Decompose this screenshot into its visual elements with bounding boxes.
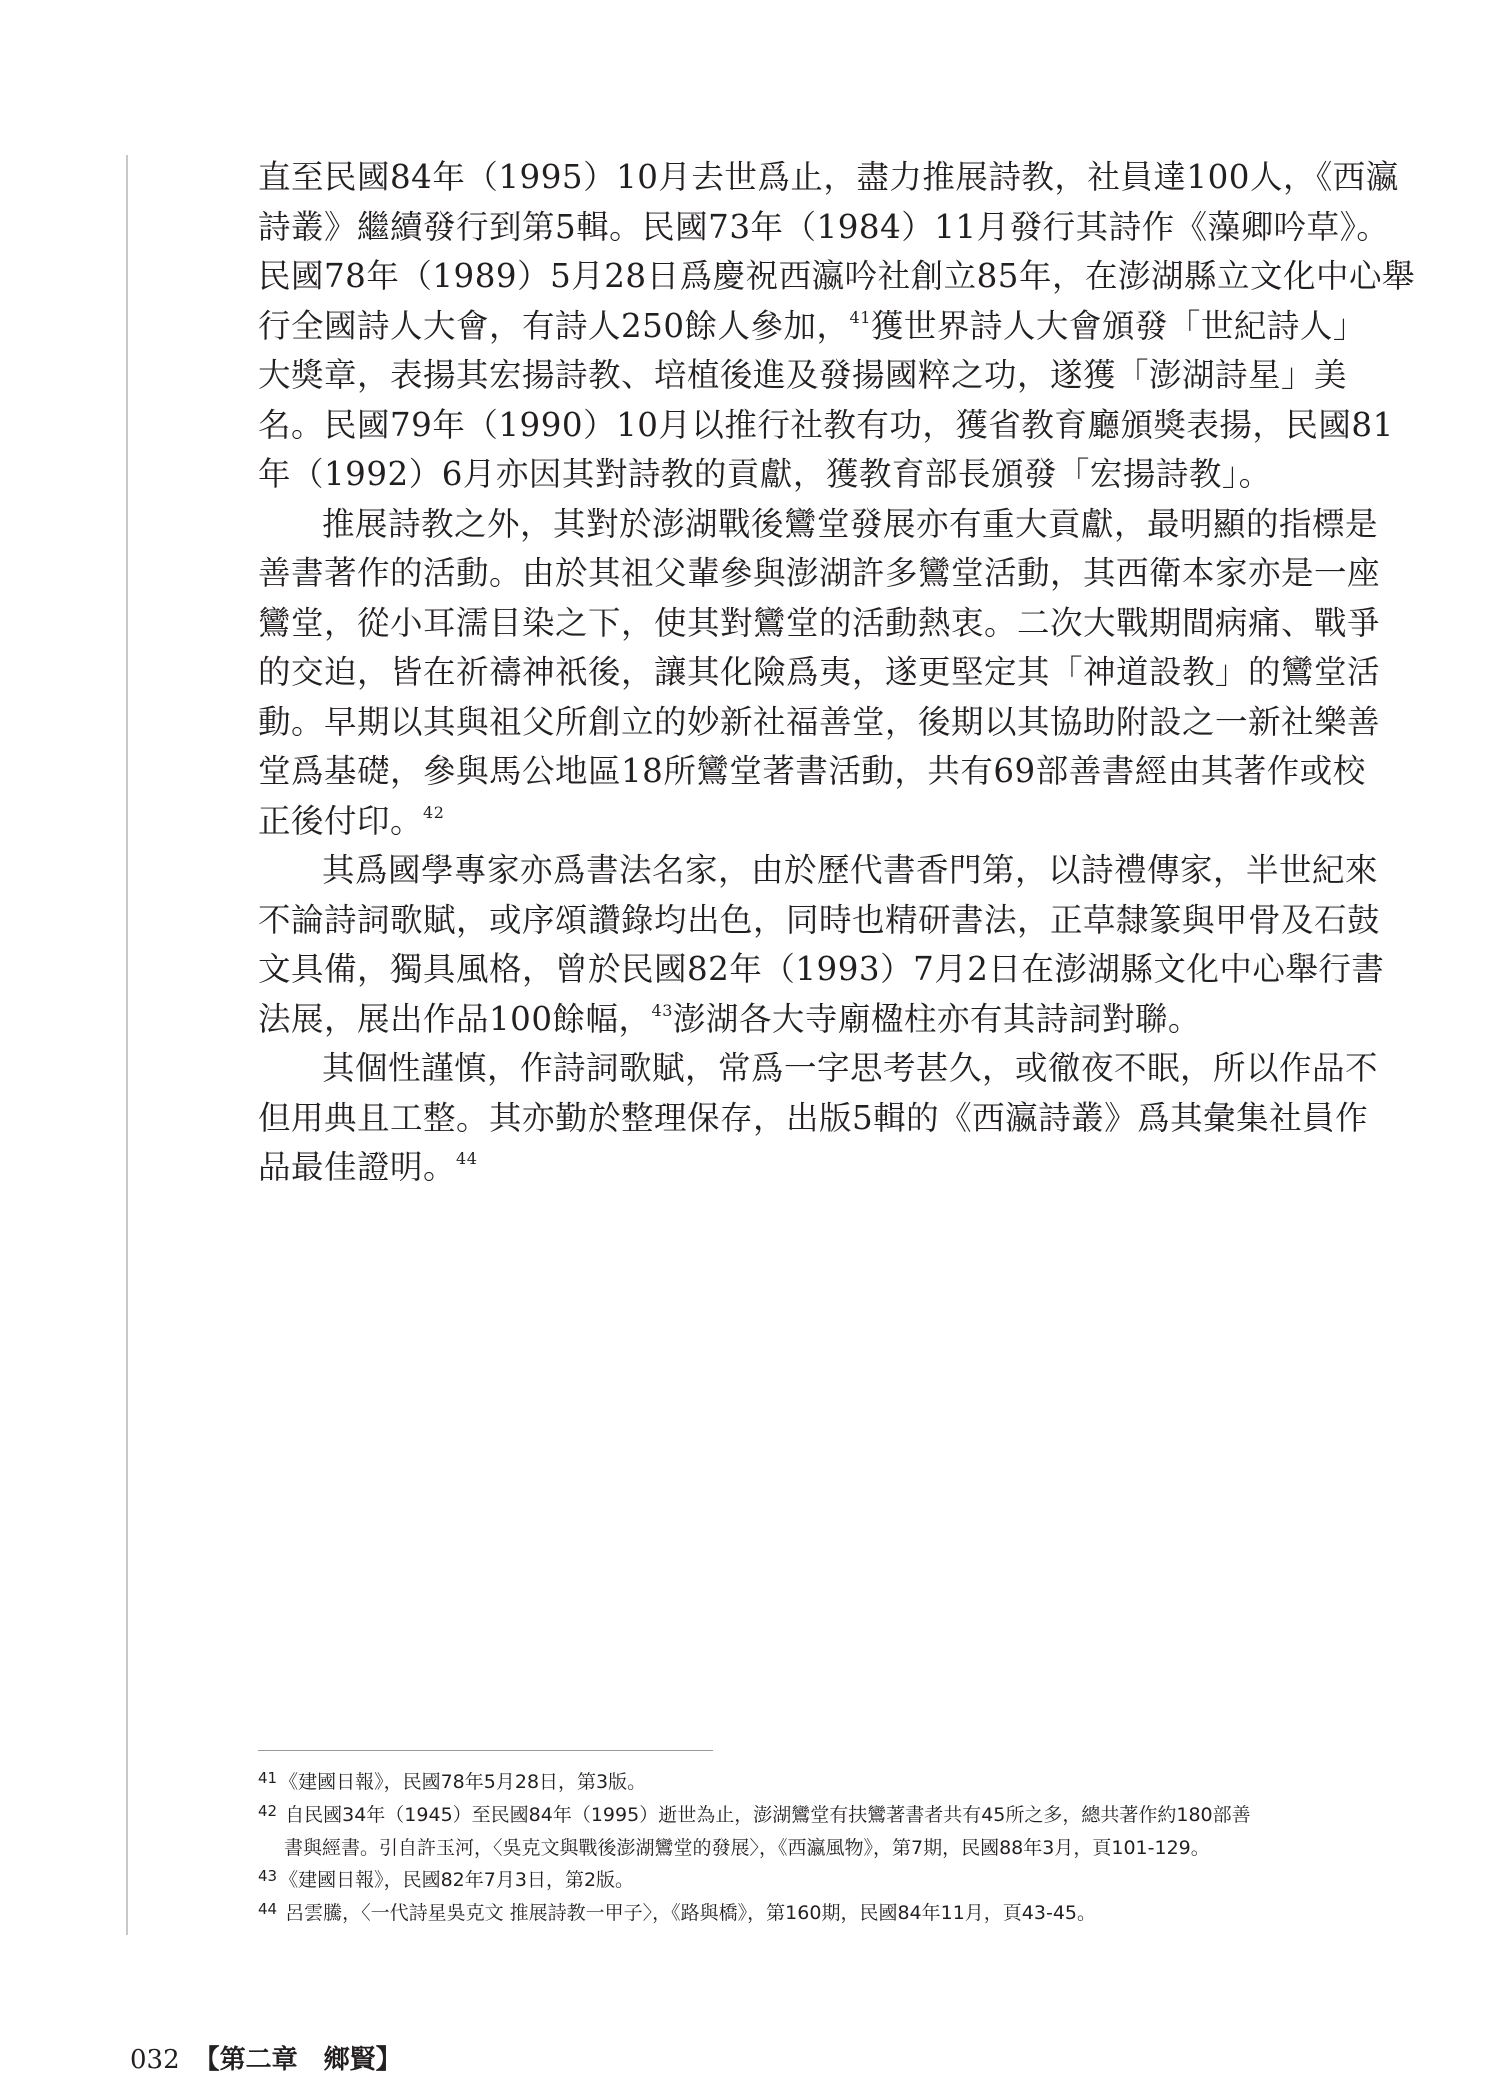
footnote-reference[interactable]: 44 [456,1149,478,1168]
text-line: 民國78年（1989）5月28日爲慶祝西瀛吟社創立85年，在澎湖縣立文化中心舉 [258,257,1415,295]
paragraph-3 [258,846,1385,1044]
footnote-reference[interactable]: 42 [423,802,445,822]
footnotes [258,1766,1368,1930]
footnote-text: 《建國日報》，民國78年5月28日，第3版。 [279,1771,647,1793]
text-line: 堂爲基礎，參與馬公地區18所鸞堂著書活動，共有69部善書經由其著作或校 [258,752,1366,790]
text-line: 正後付印。$^{42}$ [258,801,445,840]
text-line: 動。早期以其與祖父所創立的妙新社福善堂，後期以其協助附設之一新社樂善 [258,702,1381,741]
chapter-label: 【第二章 鄉賢】 [193,2045,402,2075]
footnote-number: 41 [258,1769,278,1787]
text-line: 其個性謹慎，作詩詞歌賦，常爲一字思考甚久，或徹夜不眠，所以作品不 [322,1049,1379,1087]
paragraph-4 [258,1044,1379,1193]
text-line: 但用典且工整。其亦勤於整理保存，出版5輯的《西瀛詩叢》爲其彙集社員作 [258,1098,1369,1137]
footnote-number: 42 [258,1802,278,1820]
text-line: 直至民國84年（1995）10月去世爲止，盡力推展詩教，社員達100人，《西瀛 [258,158,1399,196]
paragraph-2 [258,500,1381,847]
footnote-44 [258,1897,1368,1930]
text-line: 推展詩教之外，其對於澎湖戰後鸞堂發展亦有重大貢獻，最明顯的指標是 [322,504,1379,543]
footnote-43 [258,1864,1368,1897]
footnote-text: 呂雲騰，〈一代詩星吳克文 推展詩教一甲子〉，《路與橋》，第160期，民國84年11月，頁43-45。 [279,1902,1097,1924]
text-line: 大獎章，表揚其宏揚詩教、培植後進及發揚國粹之功，遂獲「澎湖詩星」美 [258,356,1348,394]
footnote-number: 44 [258,1900,278,1918]
text-line: 行全國詩人大會，有詩人250餘人參加，$^{41}$獲世界詩人大會頒發「世紀詩人」 [258,306,1366,345]
text-line: 文具備，獨具風格，曾於民國82年（1993）7月2日在澎湖縣文化中心舉行書 [258,950,1385,988]
footnote-text: 《建國日報》，民國82年7月3日，第2版。 [279,1869,635,1891]
text-line: 品最佳證明。$^{44}$ [258,1148,478,1186]
footnote-reference[interactable]: 41 [849,307,871,327]
page-footer [130,2045,402,2075]
footnote-number: 43 [258,1867,278,1885]
text-line: 的交迫，皆在祈禱神祇後，讓其化險爲夷，遂更堅定其「神道設教」的鸞堂活 [258,653,1381,691]
text-line: 詩叢》繼續發行到第5輯。民國73年（1984）11月發行其詩作《藻卿吟草》。 [258,207,1390,246]
paragraph-1 [258,153,1415,500]
footnote-41 [258,1766,1368,1799]
text-line: 名。民國79年（1990）10月以推行社教有功，獲省教育廳頒獎表揚，民國81 [258,405,1394,444]
text-line: 年（1992）6月亦因其對詩教的貢獻，獲教育部長頒發「宏揚詩教」。 [258,455,1272,493]
text-line: 其爲國學專家亦爲書法名家，由於歷代書香門第，以詩禮傳家，半世紀來 [322,851,1379,889]
text-line: 不論詩詞歌賦，或序頌讚錄均出色，同時也精研書法，正草隸篆與甲骨及石鼓 [258,900,1381,939]
text-line: 法展，展出作品100餘幅，$^{43}$澎湖各大寺廟楹柱亦有其詩詞對聯。 [258,999,1201,1038]
footnote-text: 自民國34年（1945）至民國84年（1995）逝世為止，澎湖鸞堂有扶鸞著書者共有45所之多，總共著作約180部善 [279,1804,1251,1826]
main-text [258,153,1415,1193]
footnote-42 [258,1799,1368,1864]
footnote-reference[interactable]: 43 [651,1000,673,1020]
page-number: 032 [130,2045,180,2075]
margin-rule [126,155,128,1935]
text-line: 善書著作的活動。由於其祖父輩參與澎湖許多鸞堂活動，其西衛本家亦是一座 [258,554,1381,592]
text-line: 鸞堂，從小耳濡目染之下，使其對鸞堂的活動熱衷。二次大戰期間病痛、戰爭 [258,603,1381,642]
footnote-text: 書與經書。引自許玉河，〈吳克文與戰後澎湖鸞堂的發展〉，《西瀛風物》，第7期，民國88年3月，頁101-129。 [284,1837,1210,1859]
footnote-separator [258,1750,713,1751]
